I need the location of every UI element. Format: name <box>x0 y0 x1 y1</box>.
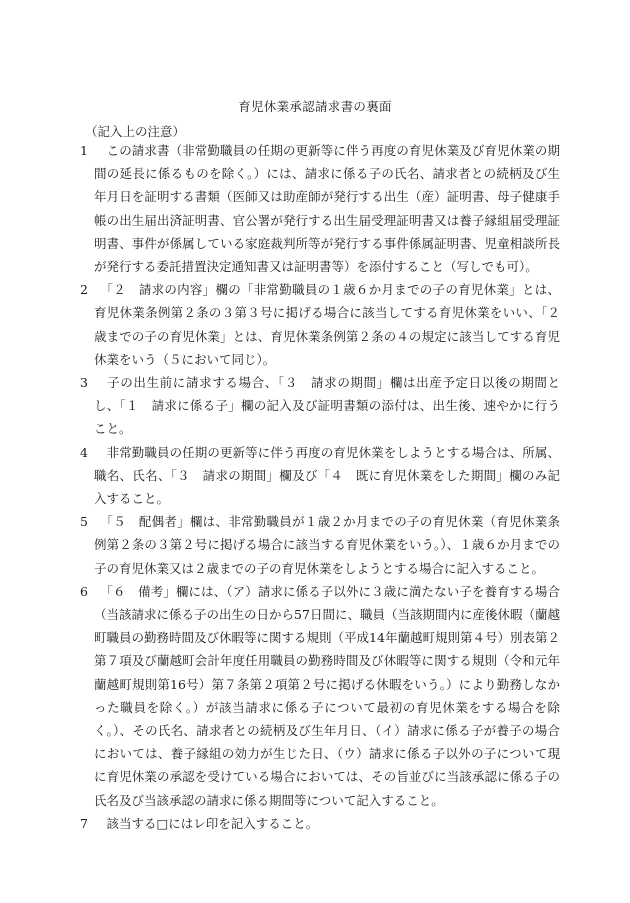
note-number: 3 <box>80 375 88 391</box>
note-item-7 <box>80 812 560 835</box>
note-text: 非常勤職員の任期の更新等に伴う再度の育児休業をしようとする場合は、所属、職名、氏名、「３ 請求の期間」欄及び「４ 既に育児休業をした期間」欄のみ記入すること。 <box>94 444 560 507</box>
note-number: 7 <box>80 815 88 831</box>
note-text: 該当する□にはレ印を記入すること。 <box>94 815 319 831</box>
note-number: 6 <box>80 583 88 599</box>
note-item-5 <box>80 510 560 580</box>
note-item-6 <box>80 580 560 812</box>
note-number: 1 <box>80 143 88 158</box>
note-item-3 <box>80 371 560 441</box>
note-text: 「５ 配偶者」欄は、非常勤職員が１歳２か月までの子の育児休業（育児休業条例第２条の３第２号に掲げる場合に該当する育児休業をいう。）、１歳６か月までの子の育児休業又は２歳までの子の育児休業をしようとする場合に記入すること。 <box>94 514 560 576</box>
note-item-1 <box>80 139 560 278</box>
notes-heading: （記入上の注意） <box>85 124 186 139</box>
note-item-2 <box>80 278 560 371</box>
note-number: 2 <box>80 282 88 298</box>
note-item-4 <box>80 441 560 511</box>
note-text: 「６ 備考」欄には、（ア）請求に係る子以外に３歳に満たない子を養育する場合（当該請求に係る子の出生の日から57日間に、職員（当該期間内に産後休暇（蘭越町職員の勤務時間及び休暇等に関する規則（平成14年蘭越町規則第４号）別表第２第７項及び蘭越町会計年度任用職員の勤務時間及び休暇等に関する規則（令和元年蘭越町規則第16号）第７条第２項第２号に掲げる休暇をいう。）により勤務しなかった職員を除く。）が該当請求に係る子について最初の育児休業をする場合を除く。）、その氏名、請求者との続柄及び生年月日、（イ）請求に係る子が養子の場合においては、養子縁組の効力が生じた日、（ウ）請求に係る子以外の子について現に育児休業の承認を受けている場合においては、その旨並びに当該承認に係る子の氏名及び当該承認の請求に係る期間等について記入すること。 <box>94 583 560 808</box>
note-number: 5 <box>80 514 88 530</box>
note-text: この請求書（非常勤職員の任期の更新等に伴う再度の育児休業及び育児休業の期間の延長に係るものを除く。）には、請求に係る子の氏名、請求者との続柄及び生年月日を証明する書類（医師又は助産師が発行する出生（産）証明書、母子健康手帳の出生届出済証明書、官公署が発行する出生届受理証明書又は養子縁組届受理証明書、事件が係属している家庭裁判所等が発行する事件係属証明書、児童相談所長が発行する委託措置決定通知書又は証明書等）を添付すること（写しでも可）。 <box>94 143 560 275</box>
note-text: 「２ 請求の内容」欄の「非常勤職員の１歳６か月までの子の育児休業」とは、育児休業条例第２条の３第３号に掲げる場合に該当してする育児休業をいい、「２歳までの子の育児休業」とは、育児休業条例第２条の４の規定に該当してする育児休業をいう（５において同じ）。 <box>94 282 560 367</box>
notes-list <box>80 139 560 835</box>
note-text: 子の出生前に請求する場合、「３ 請求の期間」欄は出産予定日以後の期間とし、「１ 請求に係る子」欄の記入及び証明書類の添付は、出生後、速やかに行うこと。 <box>94 375 560 437</box>
note-number: 4 <box>80 444 88 460</box>
document-title: 育児休業承認請求書の裏面 <box>238 99 392 114</box>
